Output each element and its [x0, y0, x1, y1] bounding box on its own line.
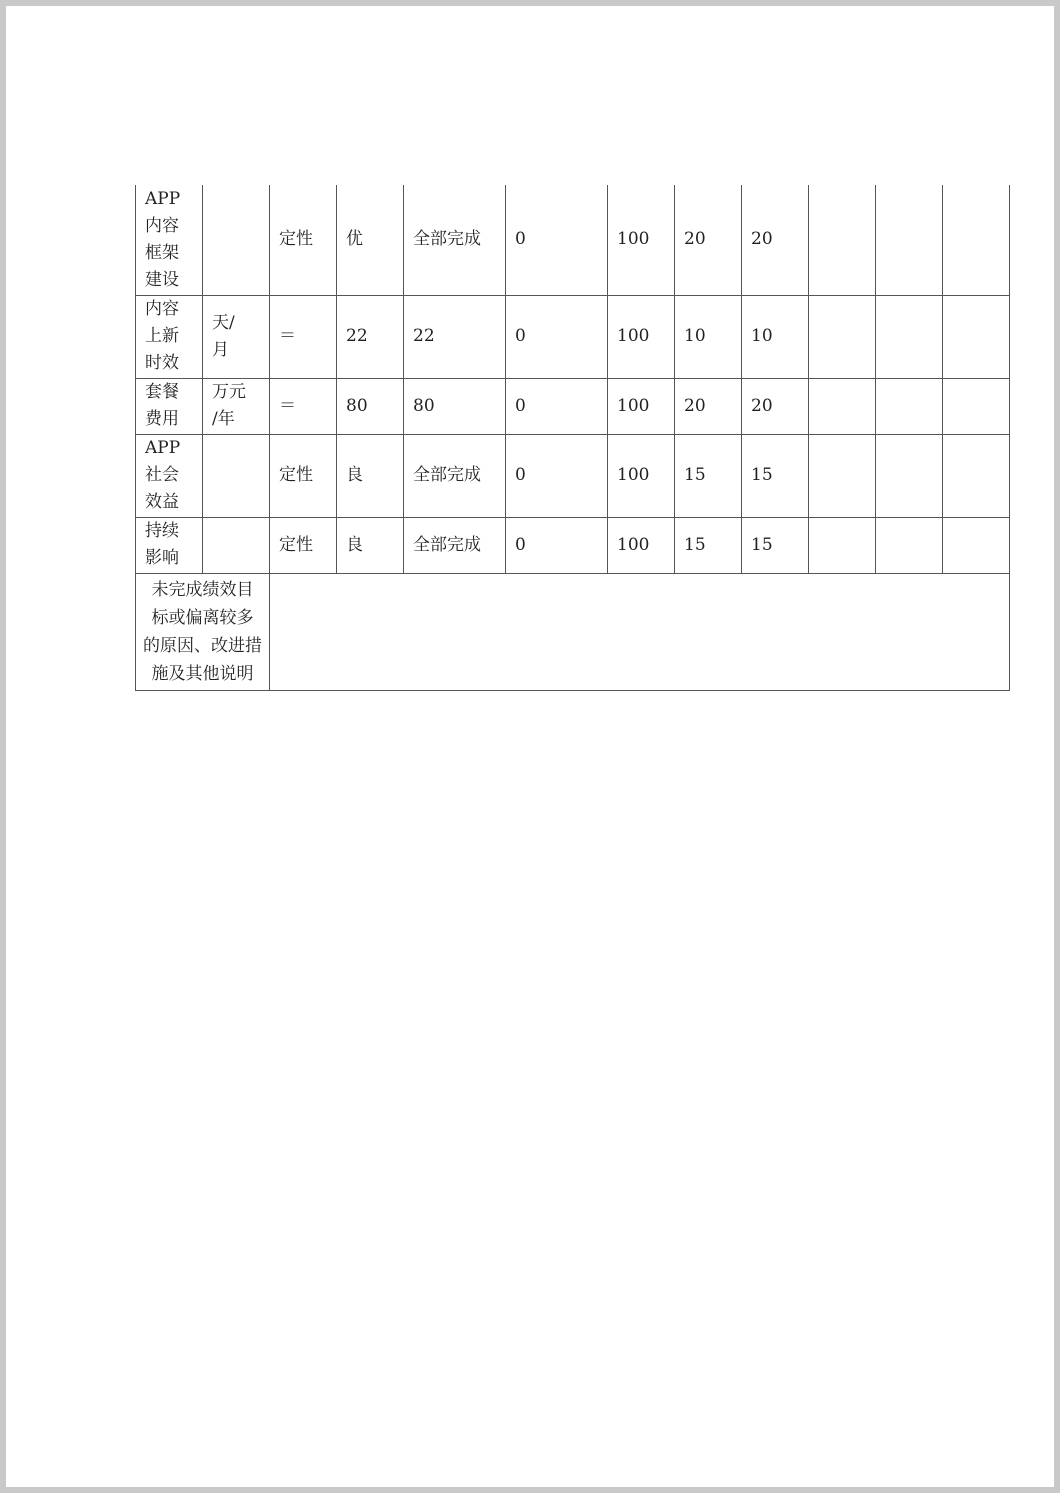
- target-cell: 22: [337, 295, 404, 378]
- empty-cell: [876, 378, 943, 434]
- table-row: [136, 295, 1010, 378]
- empty-cell: [876, 517, 943, 573]
- empty-cell: [809, 295, 876, 378]
- score-cell: 20: [742, 378, 809, 434]
- weight-cell: 10: [675, 295, 742, 378]
- notes-label-cell: 未完成绩效目 标或偏离较多 的原因、改进措 施及其他说明: [136, 573, 270, 690]
- empty-cell: [943, 185, 1010, 295]
- actual-cell: 全部完成: [404, 185, 506, 295]
- unit-cell: 万元 /年: [203, 378, 270, 434]
- empty-cell: [943, 378, 1010, 434]
- empty-cell: [809, 185, 876, 295]
- nature-cell: ＝: [270, 378, 337, 434]
- rate-cell: 100: [608, 517, 675, 573]
- empty-cell: [943, 517, 1010, 573]
- target-cell: 良: [337, 434, 404, 517]
- target-cell: 优: [337, 185, 404, 295]
- weight-cell: 15: [675, 517, 742, 573]
- empty-cell: [876, 295, 943, 378]
- score-cell: 15: [742, 434, 809, 517]
- weight-cell: 20: [675, 378, 742, 434]
- actual-cell: 全部完成: [404, 517, 506, 573]
- nature-cell: 定性: [270, 517, 337, 573]
- unit-cell: [203, 434, 270, 517]
- score-cell: 10: [742, 295, 809, 378]
- deviation-cell: 0: [506, 378, 608, 434]
- target-cell: 良: [337, 517, 404, 573]
- indicator-cell: 内容 上新 时效: [136, 295, 203, 378]
- unit-cell: [203, 517, 270, 573]
- indicator-cell: 持续 影响: [136, 517, 203, 573]
- nature-cell: 定性: [270, 185, 337, 295]
- table-row: [136, 378, 1010, 434]
- weight-cell: 15: [675, 434, 742, 517]
- table-row: [136, 185, 1010, 295]
- rate-cell: 100: [608, 434, 675, 517]
- deviation-cell: 0: [506, 185, 608, 295]
- empty-cell: [876, 185, 943, 295]
- table-row: [136, 517, 1010, 573]
- rate-cell: 100: [608, 378, 675, 434]
- empty-cell: [809, 517, 876, 573]
- weight-cell: 20: [675, 185, 742, 295]
- score-cell: 15: [742, 517, 809, 573]
- actual-cell: 80: [404, 378, 506, 434]
- rate-cell: 100: [608, 295, 675, 378]
- deviation-cell: 0: [506, 517, 608, 573]
- empty-cell: [943, 434, 1010, 517]
- deviation-cell: 0: [506, 295, 608, 378]
- notes-value-cell: [270, 573, 1010, 690]
- rate-cell: 100: [608, 185, 675, 295]
- nature-cell: ＝: [270, 295, 337, 378]
- empty-cell: [809, 378, 876, 434]
- score-cell: 20: [742, 185, 809, 295]
- indicator-cell: 套餐 费用: [136, 378, 203, 434]
- empty-cell: [876, 434, 943, 517]
- empty-cell: [943, 295, 1010, 378]
- deviation-cell: 0: [506, 434, 608, 517]
- performance-table: [135, 185, 1010, 691]
- nature-cell: 定性: [270, 434, 337, 517]
- indicator-cell: APP 社会 效益: [136, 434, 203, 517]
- table-row: [136, 434, 1010, 517]
- unit-cell: [203, 185, 270, 295]
- empty-cell: [809, 434, 876, 517]
- actual-cell: 全部完成: [404, 434, 506, 517]
- actual-cell: 22: [404, 295, 506, 378]
- table-row: [136, 573, 1010, 690]
- unit-cell: 天/ 月: [203, 295, 270, 378]
- indicator-cell: APP 内容 框架 建设: [136, 185, 203, 295]
- target-cell: 80: [337, 378, 404, 434]
